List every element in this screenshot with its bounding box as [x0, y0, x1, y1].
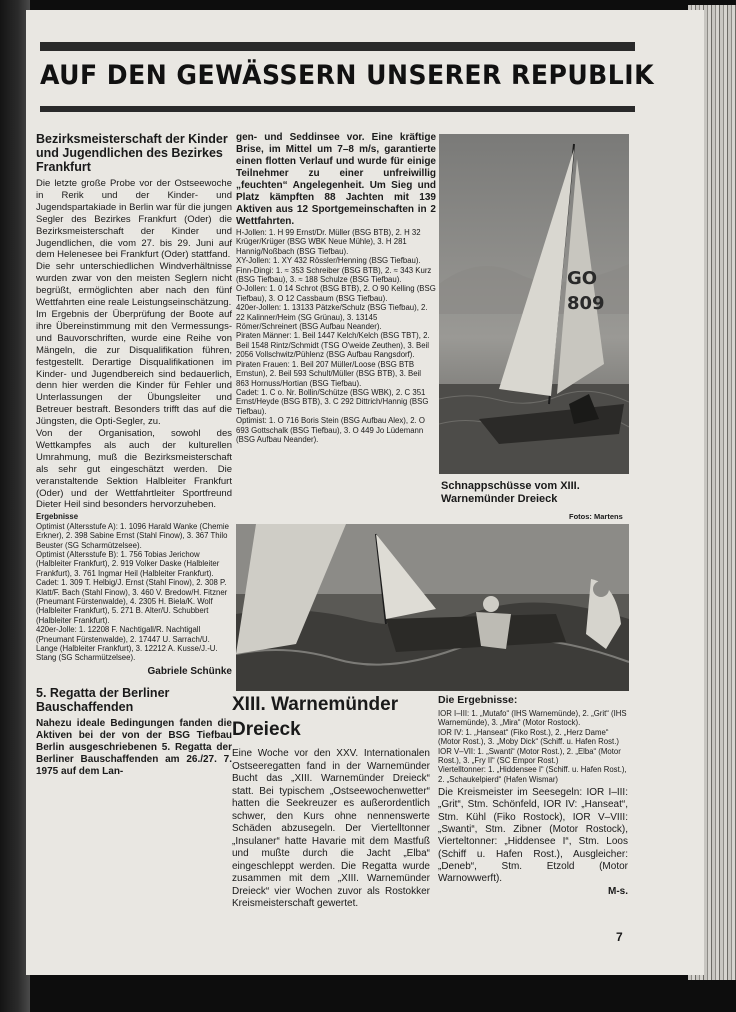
article-heading-warnemuende: XIII. Warnemünder Dreieck	[232, 694, 399, 740]
paragraph: Im Ergebnis der Überprüfung der Boote auf ihre Übereinstimmung mit den Vermessungs- und Bauvorschriften, wurde eine Reihe von Mängeln, die zur Disqualifikation führen, festgestellt. Derartige Disqualifikationen im Kinder- und Jugendbereich sind bedauerlich, denn hier werden die Kinder für Fehler und Unterlassungen der Übungsleiter und Betreuer bestraft. Besonders trifft das auf die Jüngsten, die Opti-Segler, zu.	[36, 308, 232, 428]
boat-crew-image	[236, 524, 629, 691]
sail-number-mark: GO	[567, 268, 598, 289]
results-warnemuende	[438, 709, 628, 784]
result-entry: Viertelltonner: 1. „Hiddensee I“ (Schiff. u. Hafen Rost.), 2. „Schaukelpierd“ (Hafen Wismar)	[438, 765, 627, 784]
sail-number-mark: 809	[567, 293, 605, 314]
result-entry: Piraten Frauen: 1. Beil 207 Müller/Loose (BSG BTB Ernstun), 2. Beil 593 Schult/Müller (BSG BTB), 3. Beil 863 Hornuss/Hortian (BSG Tiefbau).	[236, 359, 422, 388]
champions-summary: Die Kreismeister im Seesegeln: IOR I–III: „Grit“, Stm. Schönfeld, IOR IV: „Hanseat“, Stm. Kühl (Fiko Rostock), IOR V–VIII: „Swanti“, Stm. Zibner (Motor Rostock), Vierteltonner: „Hiddensee I“, Stm. Loos (Schiff u. Hafen Rost.), Ausgleicher: „Deneb“, Stm. Etzold (Motor Warnowwerft).	[438, 787, 628, 885]
page-title: AUF DEN GEWÄSSERN UNSERER REPUBLIK	[40, 60, 654, 91]
result-entry: Optimist (Altersstufe A): 1. 1096 Harald Wanke (Chemie Erkner), 2. 398 Sabine Ernst (Stahl Finow), 3. 367 Thilo Beuster (SG Scharmützelsee).	[36, 521, 229, 550]
paragraph: Die sehr unterschiedlichen Windverhältnisse wurden zwar von den meisten Seglern nicht begrüßt, ermöglichten aber nach den fünf Wettfahrten eine reale Leistungseinschätzung.	[36, 261, 232, 309]
sailboat-photo	[439, 134, 629, 474]
lead-continued: gen- und Seddinsee vor. Eine kräftige Brise, im Mittel um 7–8 m/s, garantierte einen flotten Verlauf und wurde für einige Teilnehmer zu einer unfreiwillig „feuchten“ Angelegenheit. Um Sieg und Platz kämpften 88 Jachten mit 139 Aktiven aus 12 Sportgemeinschaften in 2 Wettfahrten.	[236, 132, 436, 227]
result-entry: H-Jollen: 1. H 99 Ernst/Dr. Müller (BSG BTB), 2. H 32 Krüger/Krüger (BSG WBK Neue Mühle), 3. H 281 Hannig/Noßbach (BSG Tiefbau).	[236, 228, 421, 256]
lead-paragraph: Nahezu ideale Bedingungen fanden die Aktiven bei der von der BSG Tiefbau Berlin ausgeschriebenen 5. Regatta der Berliner Bauschaffenden am 26./27. 7. 1975 auf dem Lan-	[36, 717, 232, 777]
paragraph: Von der Organisation, sowohl des Wettkampfes als auch der kulturellen Umrahmung, muß die Bezirksmeisterschaft als sehr gut eingeschätzt werden. Die veranstaltende Sektion Halbleiter Frankfurt (Oder) und der Wettfahrtleiter Sportfreund Dieter Heil sind besonders hervorzuheben.	[36, 428, 232, 511]
results-frankfurt	[36, 512, 232, 663]
title-rule	[40, 106, 635, 112]
top-rule	[40, 42, 635, 51]
result-entry: Finn-Dingi: 1. ≈ 353 Schreiber (BSG BTB), 2. ≈ 343 Kurz (BSG Tiefbau), 3. ≈ 188 Schulze (BSG Tiefbau).	[236, 265, 432, 285]
article-body: Eine Woche vor den XXV. Internationalen Ostseeregatten fand in der Warnemünder Bucht das „XIII. Warnemünder Dreieck“ statt. Bei typischem „Ostseewochenwetter“ hatten die Seekreuzer es außerordentlich schwer, den Kurs ohne nennenswerte Schäden abzusegeln. Der Viertelltonner „Insulaner“ hatte Havarie mit dem Mastfuß und mußte durch die Jacht „Elba“ eingeschleppt werden. Die Regatta wurde zusammen mit dem „XIII. Warnemünder Dreieck“ vier Wochen zuvor als Rostokker Kreismeisterschaft gewertet.	[232, 748, 430, 909]
sailboat-image	[439, 134, 629, 474]
result-entry: IOR V–VII: 1. „Swanti“ (Motor Rost.), 2. „Elba“ (Motor Rost.), 3. „Fry II“ (SC Empor Rost.)	[438, 746, 621, 765]
column-middle-top	[236, 132, 436, 444]
paragraph: Die letzte große Probe vor der Ostseewoche in Rerik und der Kinder- und Jugendspartakiade in Berlin war für die jungen Segler des Bezirkes Frankfurt (Oder) die Bezirksmeisterschaft der Kinder und Jugendlichen, die vom 27. bis 29. Juni auf dem Helenesee bei Frankfurt (Oder) stattfand.	[36, 178, 232, 261]
column-left	[36, 132, 232, 778]
page-number: 7	[616, 930, 623, 944]
wide-boat-photo	[236, 524, 629, 691]
result-entry: IOR IV: 1. „Hanseat“ (Fiko Rost.), 2. „Herz Dame“ (Motor Rost.), 3. „Moby Dick“ (Schiff. u. Hafen Rost.)	[438, 727, 619, 747]
result-entry: 420er-Jolle: 1. 12208 F. Nachtigall/R. Nachtigall (Pneumant Fürstenwalde), 2. 17447 U. Sarrach/U. Lange (Halbleiter Frankfurt), 3. 12212 A. Kusse/J.-U. Stang (SG Scharmützelsee).	[36, 625, 218, 663]
result-entry: Cadet: 1. 309 T. Helbig/J. Ernst (Stahl Finow), 2. 308 P. Klatt/F. Bach (Stahl Finow), 3. 460 V. Bredow/H. Fitzner (Pneumant Fürstenwalde), 4. 2305 H. Biela/K. Wolf (Halbleiter Frankfurt), 5. 271 B. Alter/U. Schubbert (Halbleiter Frankfurt).	[36, 578, 228, 625]
result-entry: O-Jollen: 1. 0 14 Schrot (BSG BTB), 2. O 90 Kelling (BSG Tiefbau), 3. O 12 Cassbaum (BSG Tiefbau).	[236, 284, 436, 303]
result-entry: XY-Jollen: 1. XY 432 Rössler/Henning (BSG Tiefbau).	[236, 256, 421, 266]
article-heading-frankfurt: Bezirksmeisterschaft der Kinder und Jugendlichen des Bezirkes Frankfurt	[36, 132, 228, 174]
photo-credit: Fotos: Martens	[569, 512, 623, 521]
column-right-bottom	[438, 695, 628, 897]
author-signature: Gabriele Schünke	[147, 665, 232, 677]
column-middle-bottom	[232, 692, 430, 911]
result-entry: 420er-Jollen: 1. 13133 Pätzke/Schulz (BSG Tiefbau), 2. 22 Kalinner/Heim (SG Grünau), 3. 13145 Römer/Schreinert (BSG Aufbau Neander).	[236, 303, 428, 332]
result-entry: Optimist: 1. O 716 Boris Stein (BSG Aufbau Alex), 2. O 693 Gottschalk (BSG Tiefbau), 3. O 449 Jo Lüdemann (BSG Aufbau Neander).	[236, 416, 425, 444]
result-entry: IOR I–III: 1. „Mutafo“ (IHS Warnemünde), 2. „Grit“ (IHS Warnemünde), 3. „Mira“ (Motor Rostock).	[438, 708, 627, 728]
result-entry: Optimist (Altersstufe B): 1. 756 Tobias Jerichow (Halbleiter Frankfurt), 2. 919 Volker Daske (Halbleiter Frankfurt), 3. 761 Ingmar Heil (Halbleiter Frankfurt).	[36, 550, 220, 578]
photo-caption: Schnappschüsse vom XIII. Warnemünder Dreieck	[441, 480, 580, 505]
results-label: Ergebnisse	[36, 512, 79, 522]
author-signature: M-s.	[608, 885, 628, 897]
results-heading: Die Ergebnisse:	[438, 694, 518, 706]
magazine-page	[26, 10, 704, 975]
result-entry: Piraten Männer: 1. Beil 1447 Kelch/Kelch (BSG TBT), 2. Beil 1548 Rintz/Schmidt (TSG O'weide Zeuthen), 3. Beil 2056 Vollschwitz/Pühlenz (BSG Aufbau Rangsdorf).	[236, 331, 430, 360]
article-heading-regatta: 5. Regatta der Berliner Bauschaffenden	[36, 685, 170, 714]
results-berlin	[236, 228, 436, 444]
result-entry: Cadet: 1. C o. Nr. Bollin/Schütze (BSG WBK), 2. C 351 Ernst/Heyde (BSG BTB), 3. C 292 Dittrich/Hannig (BSG Tiefbau).	[236, 387, 429, 416]
